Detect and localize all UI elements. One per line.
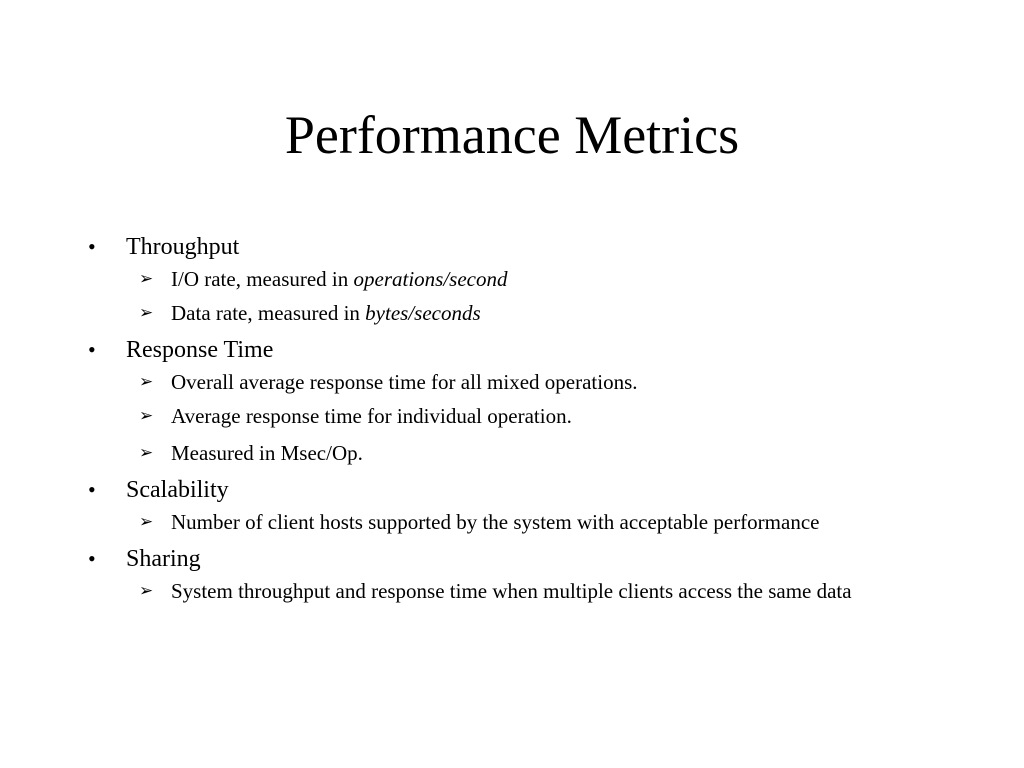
arrow-bullet-icon: ➢ [139,372,154,392]
arrow-bullet-icon: ➢ [139,406,154,426]
sub-bullet-text: I/O rate, measured in [171,267,354,291]
sub-bullet-overall-average [126,369,968,396]
sub-bullet-measured-in [126,440,968,467]
arrow-bullet-icon: ➢ [139,303,154,323]
bullet-response-time [88,334,968,467]
sub-bullet-data-rate [126,300,968,327]
sub-bullet-text: Number of client hosts supported by the system with acceptable performance [171,510,820,534]
slide-title: Performance Metrics [284,105,740,165]
bullet-dot-icon: • [88,546,96,571]
sub-bullet-text: Average response time for individual operation. [171,404,572,428]
sub-bullet-text: System throughput and response time when multiple clients access the same data [171,579,852,603]
bullet-throughput [88,231,968,327]
bullet-label: Throughput [126,234,240,260]
arrow-bullet-icon: ➢ [139,269,154,289]
sub-bullet-text: Measured in Msec/Op. [171,441,363,465]
arrow-bullet-icon: ➢ [139,443,154,463]
sub-bullet-text: Data rate, measured in [171,301,366,325]
sub-bullet-list [126,509,968,536]
sub-bullet-individual-average [126,403,968,430]
sub-bullet-list [126,369,968,467]
bullet-list [88,231,968,612]
bullet-dot-icon: • [88,337,96,362]
sub-bullet-emphasis: operations/second [353,267,508,291]
bullet-dot-icon: • [88,477,96,502]
bullet-label: Response Time [126,337,274,363]
sub-bullet-list [126,578,968,605]
sub-bullet-emphasis: bytes/seconds [365,301,481,325]
sub-bullet-list [126,266,968,327]
sub-bullet-text: Overall average response time for all mixed operations. [171,370,638,394]
arrow-bullet-icon: ➢ [139,581,154,601]
sub-bullet-system-throughput [126,578,968,605]
bullet-scalability [88,474,968,536]
bullet-dot-icon: • [88,234,96,259]
sub-bullet-io-rate [126,266,968,293]
bullet-label: Scalability [126,477,229,503]
bullet-sharing [88,543,968,605]
bullet-label: Sharing [126,546,201,572]
sub-bullet-client-hosts [126,509,968,536]
arrow-bullet-icon: ➢ [139,512,154,532]
